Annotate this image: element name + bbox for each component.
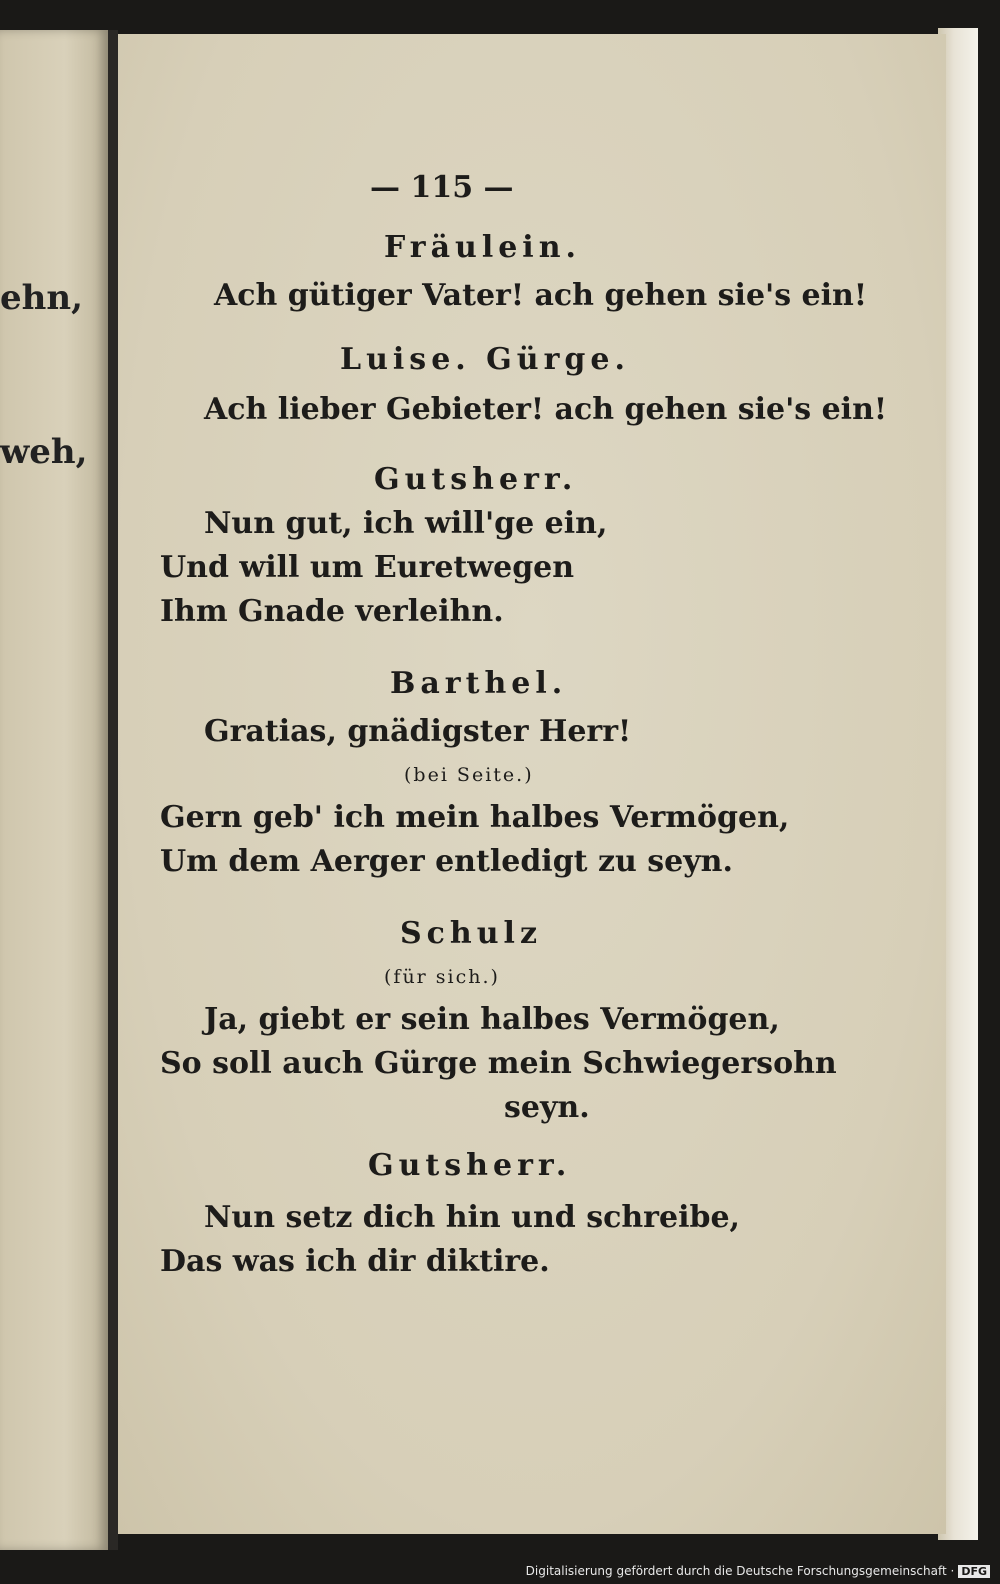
verse-line: Und will um Euretwegen bbox=[160, 550, 575, 585]
speaker-name: Luise. Gürge. bbox=[340, 342, 630, 377]
speaker-name: Schulz bbox=[400, 916, 542, 951]
speaker-name: Gutsherr. bbox=[368, 1148, 572, 1183]
verse-line: Das was ich dir diktire. bbox=[160, 1244, 550, 1279]
verse-line: seyn. bbox=[504, 1090, 590, 1125]
left-page-fragment: ehn, bbox=[0, 278, 83, 318]
verse-line: Nun setz dich hin und schreibe, bbox=[204, 1200, 740, 1235]
left-page-fragment: weh, bbox=[0, 432, 88, 472]
verse-line: Gern geb' ich mein halbes Vermögen, bbox=[160, 800, 790, 835]
verse-line: Gratias, gnädigster Herr! bbox=[204, 714, 632, 749]
verse-line: So soll auch Gürge mein Schwiegersohn bbox=[160, 1046, 837, 1081]
credit-text: Digitalisierung gefördert durch die Deutsche Forschungsgemeinschaft · bbox=[525, 1564, 955, 1578]
page-number: — 115 — bbox=[370, 170, 514, 205]
left-page bbox=[0, 30, 108, 1550]
speaker-name: Fräulein. bbox=[384, 230, 581, 265]
digitization-credit bbox=[526, 1564, 990, 1578]
verse-line: Nun gut, ich will'ge ein, bbox=[204, 506, 608, 541]
verse-line: Ach gütiger Vater! ach gehen sie's ein! bbox=[214, 278, 868, 313]
verse-line: Um dem Aerger entledigt zu seyn. bbox=[160, 844, 733, 879]
verse-line: Ach lieber Gebieter! ach gehen sie's ein! bbox=[204, 392, 888, 427]
book-page bbox=[118, 34, 946, 1534]
verse-line: Ja, giebt er sein halbes Vermögen, bbox=[204, 1002, 780, 1037]
book-gutter bbox=[108, 30, 118, 1550]
speaker-name: Barthel. bbox=[390, 666, 568, 701]
dfg-logo: DFG bbox=[958, 1565, 990, 1578]
verse-line: Ihm Gnade verleihn. bbox=[160, 594, 504, 629]
stage-direction: (bei Seite.) bbox=[404, 764, 534, 786]
speaker-name: Gutsherr. bbox=[374, 462, 578, 497]
stage-direction: (für sich.) bbox=[384, 966, 500, 988]
